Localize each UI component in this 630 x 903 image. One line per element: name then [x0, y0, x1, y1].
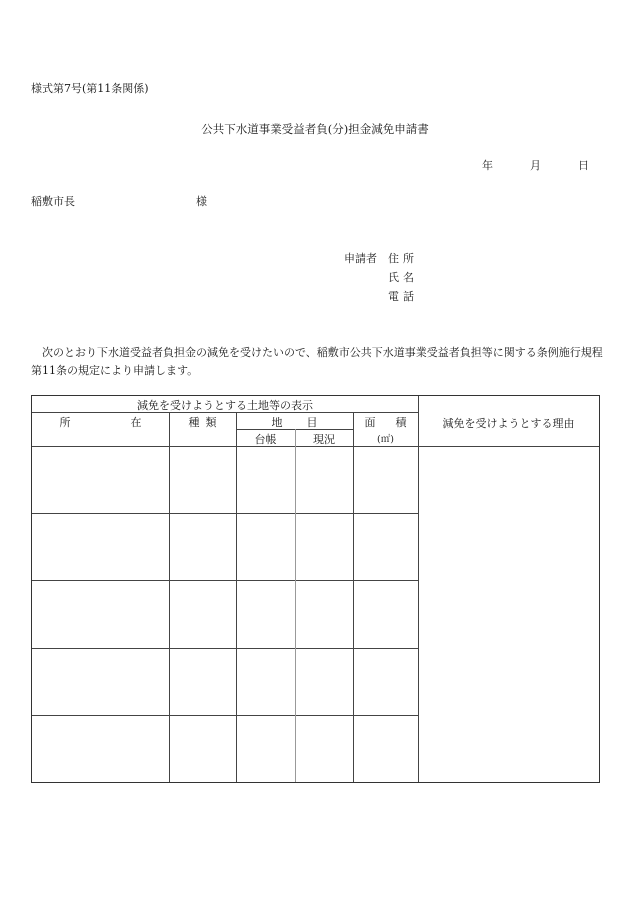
table-group-header: 減免を受けようとする土地等の表示 — [137, 399, 313, 412]
addressee-name: 稲敷市長 — [31, 195, 75, 208]
table-column-divider — [295, 429, 296, 782]
table-column-divider — [236, 412, 237, 782]
table-row-divider — [32, 580, 418, 581]
form-number-label: 様式第7号(第11条関係) — [31, 82, 149, 95]
document-title: 公共下水道事業受益者負(分)担金減免申請書 — [201, 122, 429, 136]
application-statement: 次のとおり下水道受益者負担金の減免を受けたいので、稲敷市公共下水道事業受益者負担等に関する条例施行規程第11条の規定により申請します。 — [31, 346, 603, 377]
table-row-divider — [32, 648, 418, 649]
table-rule — [32, 412, 418, 413]
table-column-divider — [353, 412, 354, 782]
column-header-current: 現況 — [313, 433, 335, 446]
table-column-divider — [418, 396, 419, 782]
table-row-divider — [32, 513, 418, 514]
applicant-address-label: 住 所 — [388, 252, 414, 265]
column-header-location: 所 在 — [59, 416, 142, 429]
table-row-divider — [32, 715, 418, 716]
column-header-area: 面 積 — [364, 416, 407, 429]
table-column-divider — [169, 412, 170, 782]
applicant-name-label: 氏 名 — [388, 271, 414, 284]
date-day-label: 日 — [578, 159, 589, 172]
column-header-ledger: 台帳 — [254, 433, 277, 446]
date-month-label: 月 — [530, 159, 541, 172]
column-header-type: 種 類 — [188, 416, 217, 429]
addressee-honorific: 様 — [196, 195, 207, 208]
column-header-reason: 減免を受けようとする理由 — [442, 417, 575, 430]
column-header-land-category: 地 目 — [271, 416, 318, 429]
column-header-area-unit: (㎡) — [377, 434, 394, 445]
land-table — [31, 395, 600, 783]
applicant-phone-label: 電 話 — [388, 290, 414, 303]
date-year-label: 年 — [482, 159, 493, 172]
table-rule — [32, 446, 599, 447]
applicant-label: 申請者 — [344, 252, 377, 265]
